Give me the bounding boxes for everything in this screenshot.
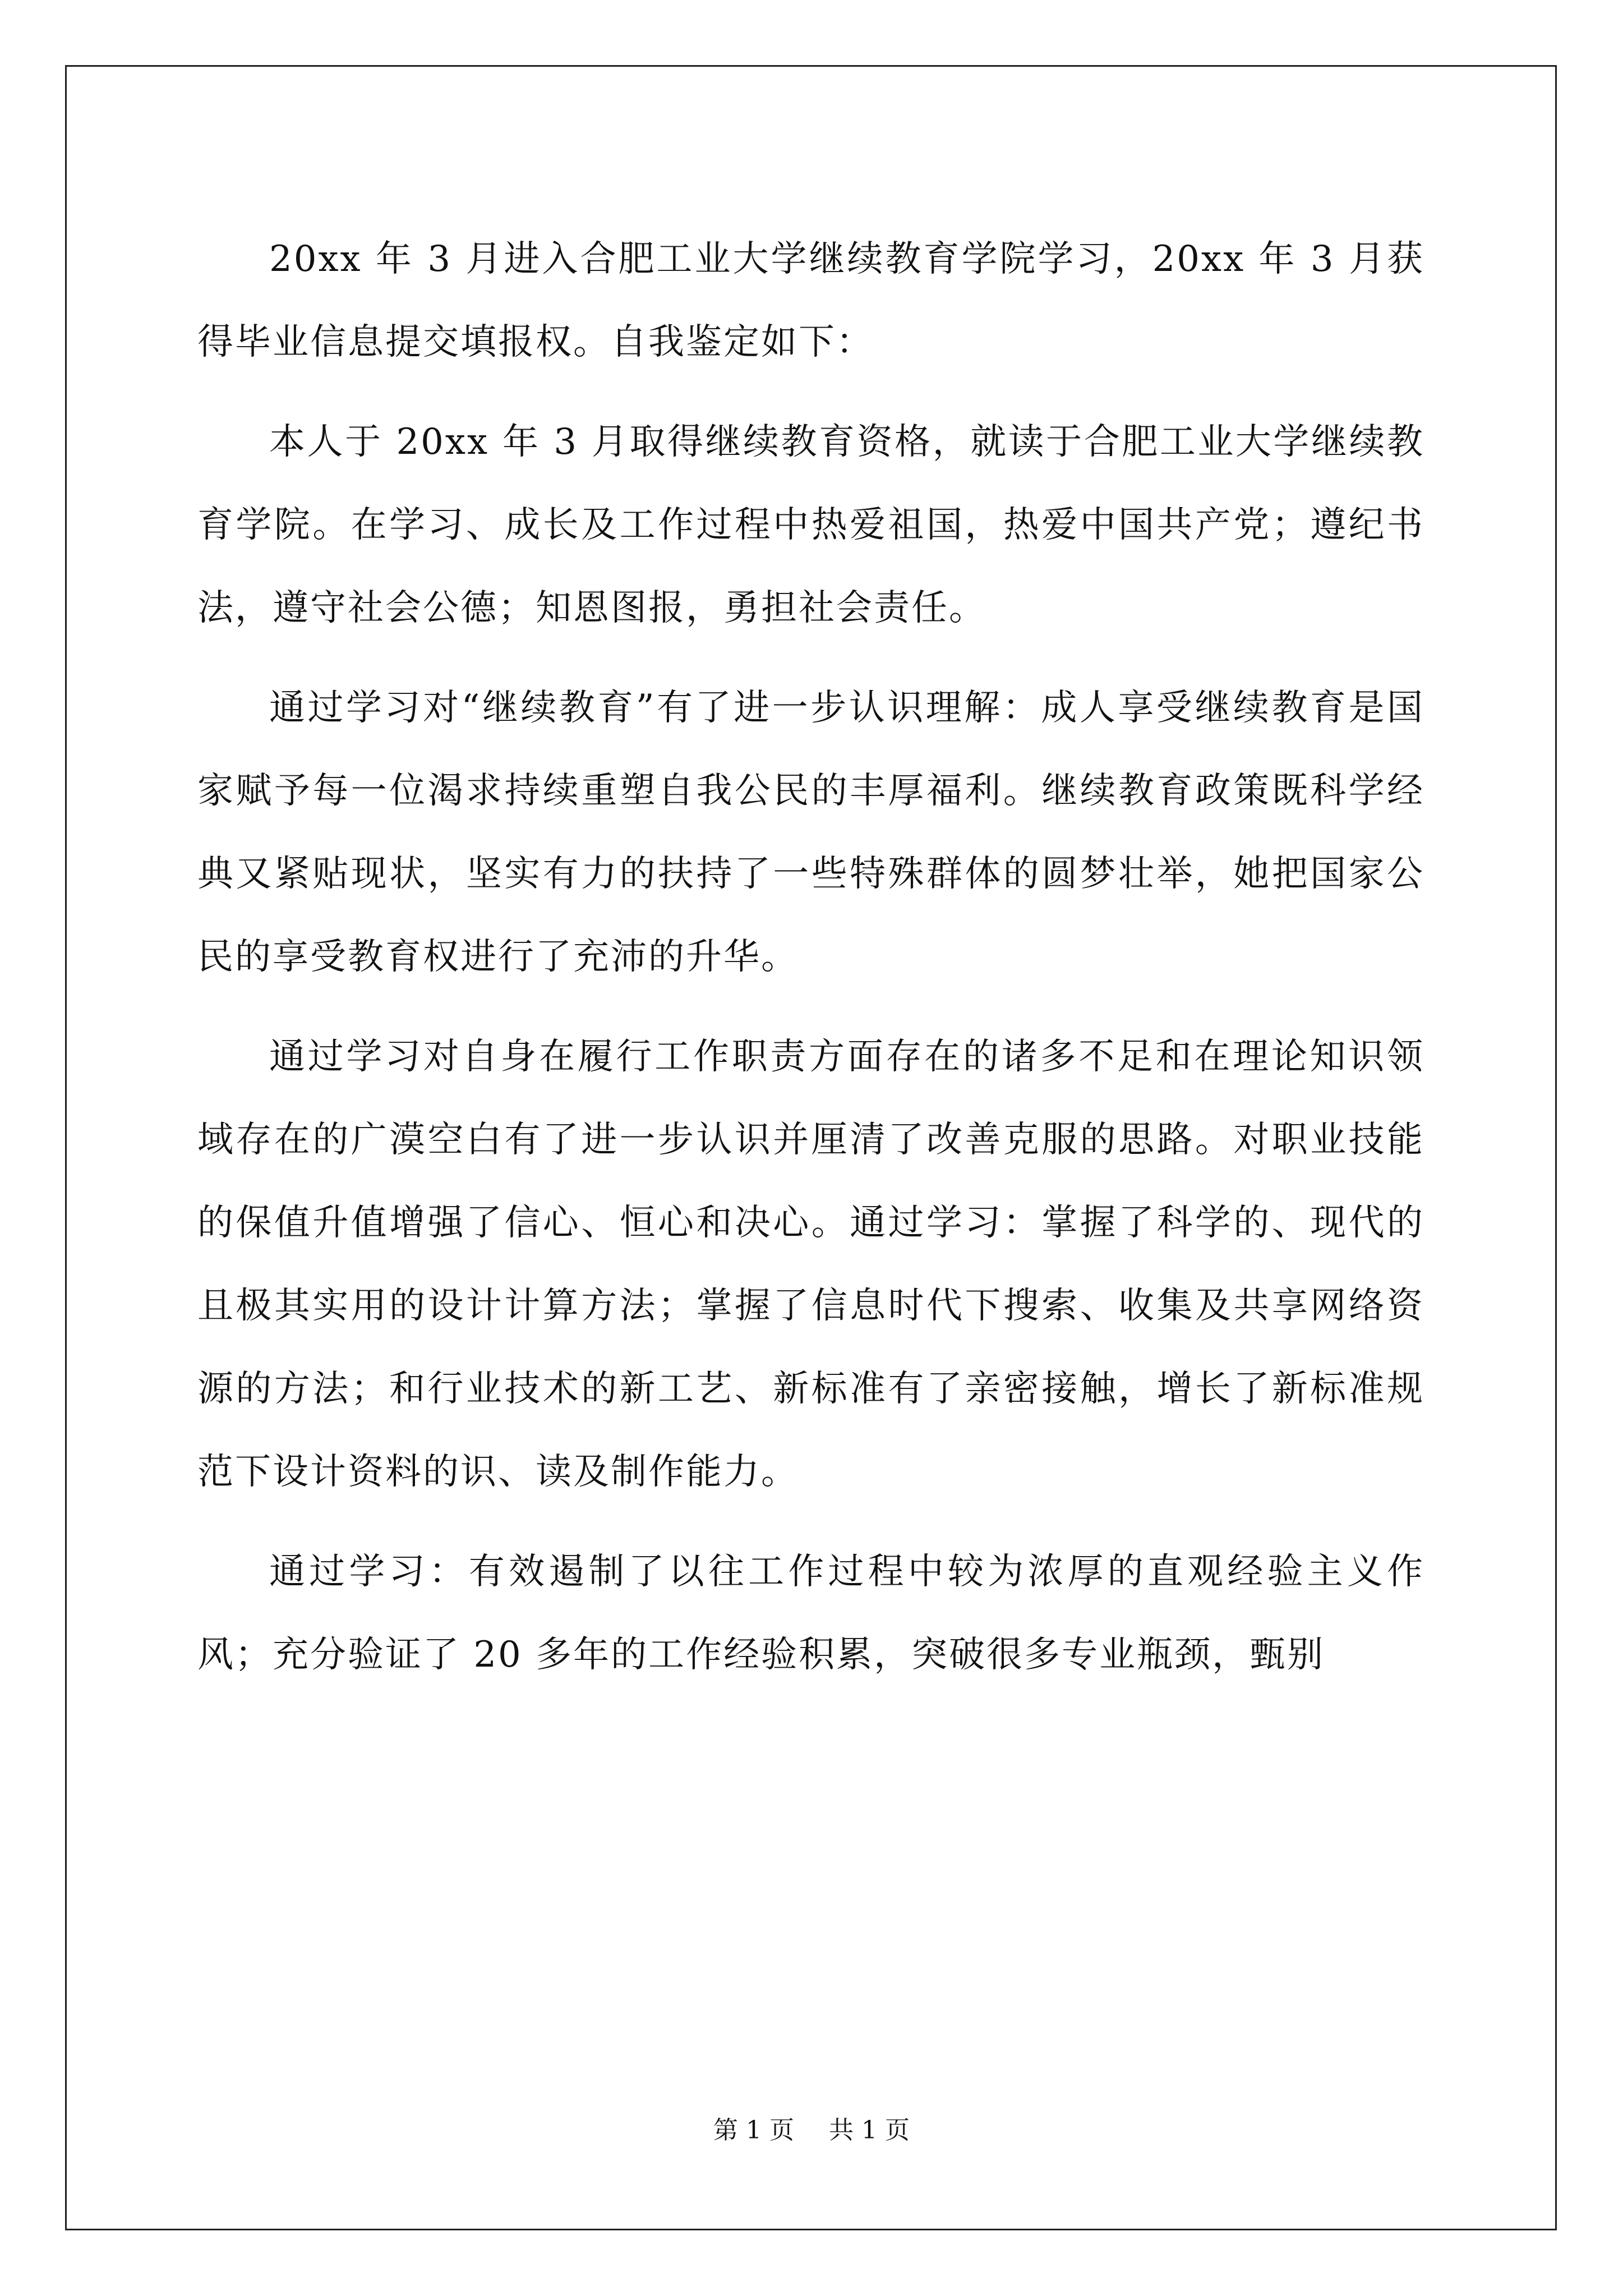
paragraph-work-style: 通过学习：有效遏制了以往工作过程中较为浓厚的直观经验主义作风；充分验证了 20 多年的工作经验积累，突破很多专业瓶颈，甄别	[197, 1551, 1424, 1676]
paragraph-self-improvement: 通过学习对自身在履行工作职责方面存在的诸多不足和在理论知识领域存在的广漠空白有了进一步认识并厘清了改善克服的思路。对职业技能的保值升值增强了信心、恒心和决心。通过学习：掌握了科学的、现代的且极其实用的设计计算方法；掌握了信息时代下搜索、收集及共享网络资源的方法；和行业技术的新工艺、新标准有了亲密接触，增长了新标准规范下设计资料的识、读及制作能力。	[197, 1036, 1424, 1493]
page-footer	[0, 2114, 1623, 2147]
paragraph-qualification: 本人于 20xx 年 3 月取得继续教育资格，就读于合肥工业大学继续教育学院。在学习、成长及工作过程中热爱祖国，热爱中国共产党；遵纪书法，遵守社会公德；知恩图报，勇担社会责任。	[197, 421, 1424, 629]
paragraph-intro: 20xx 年 3 月进入合肥工业大学继续教育学院学习，20xx 年 3 月获得毕业信息提交填报权。自我鉴定如下：	[197, 238, 1424, 363]
page-number-total: 共 1 页	[829, 2116, 910, 2145]
page-number-current: 第 1 页	[713, 2116, 794, 2145]
paragraph-continuing-education: 通过学习对“继续教育”有了进一步认识理解：成人享受继续教育是国家赋予每一位渴求持续重塑自我公民的丰厚福利。继续教育政策既科学经典又紧贴现状，坚实有力的扶持了一些特殊群体的圆梦壮举，她把国家公民的享受教育权进行了充沛的升华。	[197, 687, 1424, 978]
document-body	[197, 218, 1424, 1713]
